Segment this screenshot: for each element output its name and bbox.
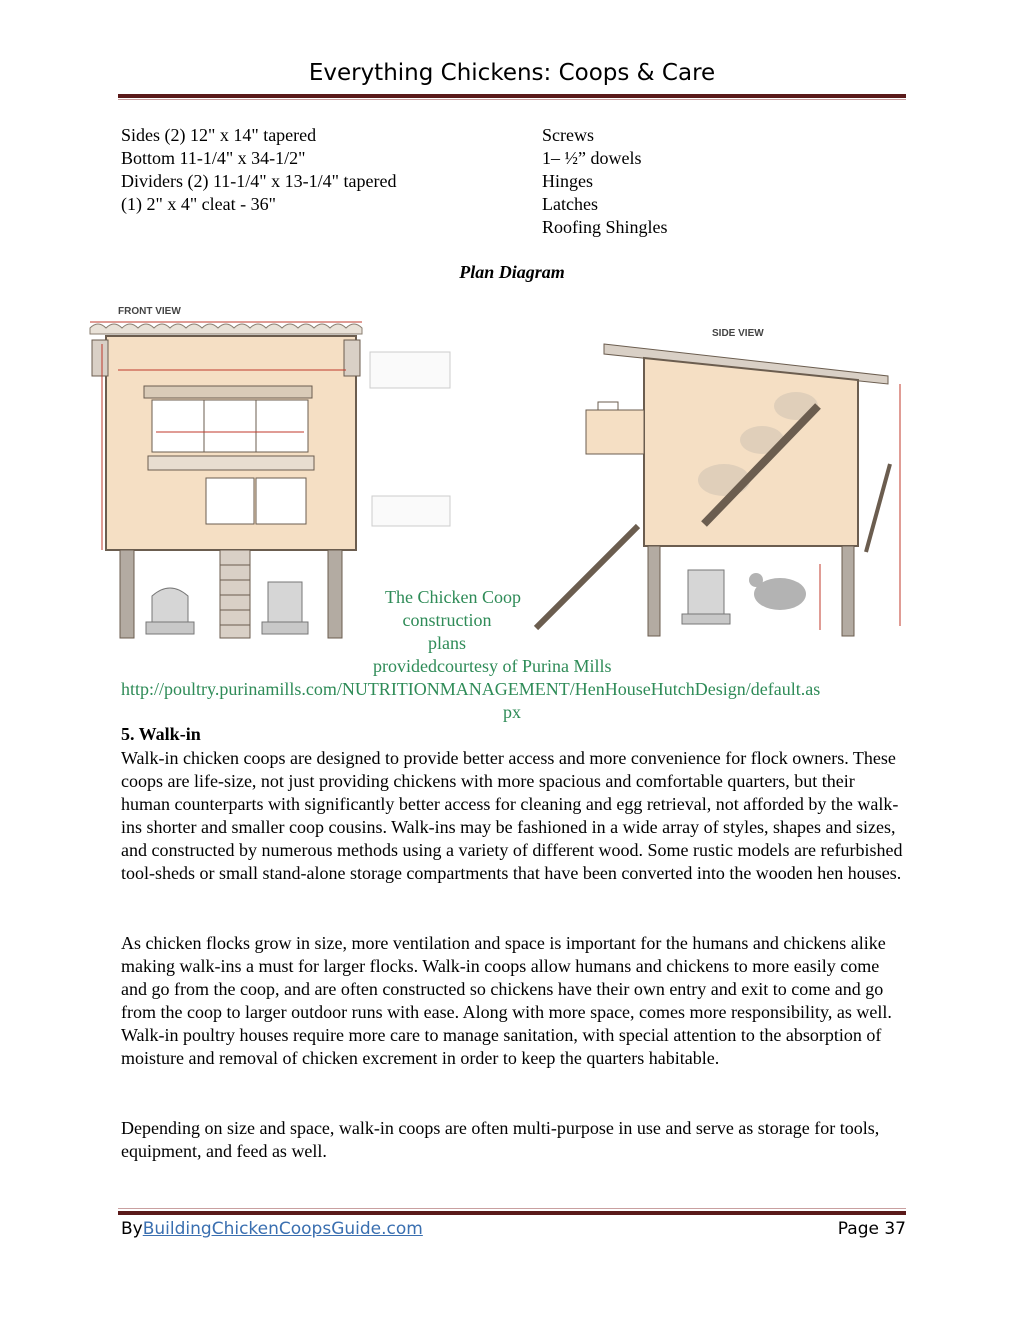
body-paragraph: Walk-in chicken coops are designed to provide better access and more convenience for flock owners. These coops are life-size, not just providing chickens with more spacious and comfortable quarters, but their human counterparts with significantly better access for cleaning and egg retrieval, not afforded by the walk-ins shorter and smaller coop cousins. Walk-ins may be fashioned in a wide array of styles, shapes and sizes, and constructed by numerous methods using a variety of different wood. Some rustic models are refurbished tool-sheds or small stand-alone storage compartments that have been converted into the wooden hen houses. bbox=[121, 748, 903, 884]
side-view-diagram bbox=[528, 314, 918, 640]
footer-rule-thin bbox=[118, 1208, 906, 1209]
page-footer bbox=[121, 1219, 906, 1239]
footer-site-link[interactable]: BuildingChickenCoopsGuide.com bbox=[142, 1219, 423, 1239]
figure-caption-line: providedcourtesy of Purina Mills bbox=[373, 656, 612, 676]
body-paragraph: As chicken flocks grow in size, more ventilation and space is important for the humans and chickens alike making walk-ins a must for larger flocks. Walk-in coops allow humans and chickens to more easily come and go from the coop, and are often constructed so chickens have their own entry and exit to come and go from the coop to larger outdoor runs with ease. Along with more space, comes more responsibility, as well. Walk-in poultry houses require more care to manage sanitation, with special attention to the absorption of moisture and removal of chicken excrement in order to keep the quarters habitable. bbox=[121, 933, 892, 1069]
material-item: Roofing Shingles bbox=[542, 217, 668, 237]
material-item: 1– ½” dowels bbox=[542, 148, 642, 168]
material-item: (1) 2" x 4" cleat - 36" bbox=[121, 194, 276, 214]
page-title: Everything Chickens: Coops & Care bbox=[308, 60, 716, 86]
page-number: Page 37 bbox=[837, 1219, 906, 1239]
source-url[interactable]: http://poultry.purinamills.com/NUTRITIONMANAGEMENT/HenHouseHutchDesign/default.as bbox=[121, 679, 821, 699]
material-item: Sides (2) 12" x 14" tapered bbox=[121, 125, 317, 145]
front-view-label: FRONT VIEW bbox=[118, 306, 181, 317]
figure-caption-line: plans bbox=[428, 633, 466, 653]
material-item: Dividers (2) 11-1/4" x 13-1/4" tapered bbox=[121, 171, 397, 191]
section-heading: 5. Walk-in bbox=[121, 724, 201, 744]
footer-rule bbox=[118, 1211, 906, 1215]
header-rule bbox=[118, 94, 906, 98]
materials-list-right bbox=[542, 124, 668, 239]
footer-by: By bbox=[121, 1219, 143, 1239]
material-item: Screws bbox=[542, 125, 594, 145]
figure-caption-line: construction bbox=[402, 610, 492, 630]
figure-caption-line: The Chicken Coop bbox=[385, 587, 521, 607]
header-rule-thin bbox=[118, 99, 906, 100]
materials-list-left bbox=[121, 124, 396, 216]
body-paragraph: Depending on size and space, walk-in coops are often multi-purpose in use and serve as storage for tools, equipment, and feed as well. bbox=[121, 1118, 880, 1162]
material-item: Latches bbox=[542, 194, 598, 214]
material-item: Bottom 11-1/4" x 34-1/2" bbox=[121, 148, 306, 168]
side-view-label: SIDE VIEW bbox=[712, 328, 764, 339]
plan-diagram-title: Plan Diagram bbox=[459, 262, 565, 282]
material-item: Hinges bbox=[542, 171, 593, 191]
source-url-continued[interactable]: px bbox=[503, 702, 521, 722]
